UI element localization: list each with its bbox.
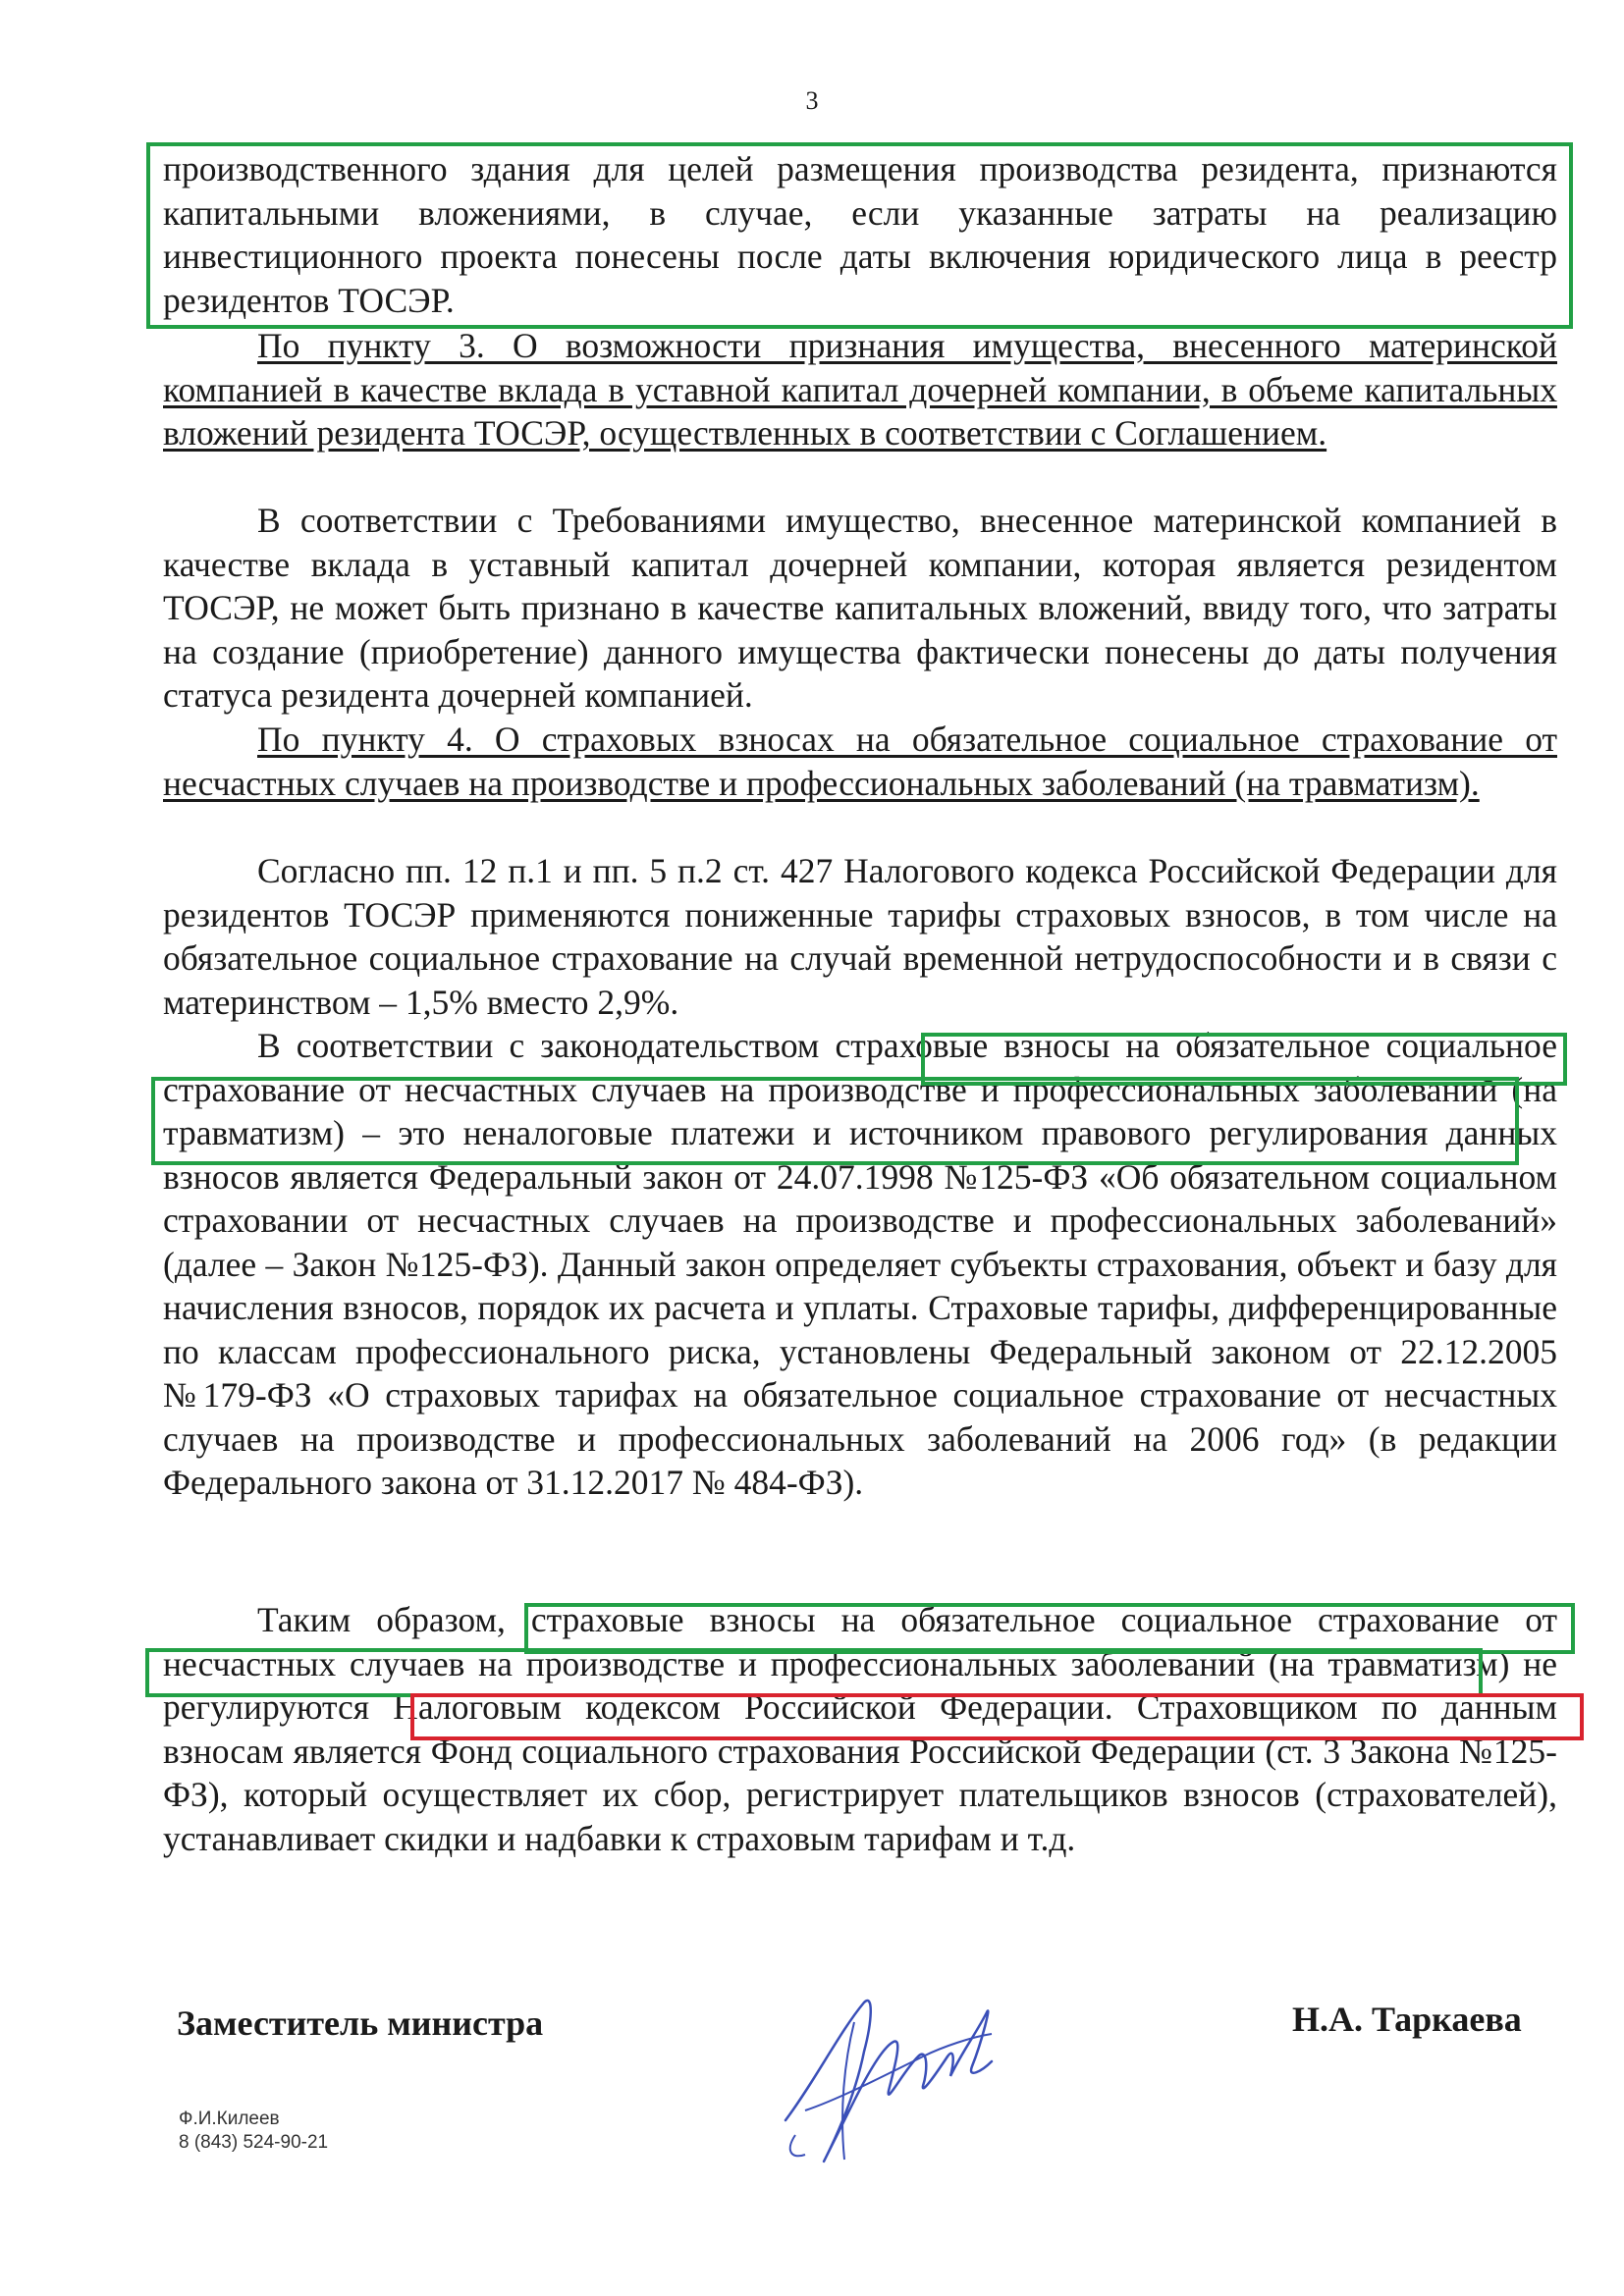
paragraph-6: В соответствии с законодательством страховые взносы на обязательное социальное страхование от несчастных случаев на производстве и профессиональных заболеваний (на травматизм) – это неналоговые платежи и источником правового регулирования данных взносов является Федеральный закон от 24.07.1998 №125-ФЗ «Об обязательном социальном страховании от несчастных случаев на производстве и профессиональных заболеваний» (далее – Закон №125-ФЗ). Данный закон определяет субъекты страхования, объект и базу для начисления взносов, порядок их расчета и уплаты. Страховые тарифы, дифференцированные по классам профессионального риска, установлены Федеральный законом от 22.12.2005 №179-ФЗ «О страховых тарифах на обязательное социальное страхование от несчастных случаев на производстве и профессиональных заболеваний на 2006 год» (в редакции Федерального закона от 31.12.2017 № 484-ФЗ). — [163, 1026, 1557, 1502]
paragraph-5: Согласно пп. 12 п.1 и пп. 5 п.2 ст. 427 Налогового кодекса Российской Федерации для резидентов ТОСЭР применяются пониженные тарифы страховых взносов, в том числе на обязательное социальное страхование на случай временной нетрудоспособности и в связи с материнством – 1,5% вместо 2,9%. — [163, 851, 1557, 1022]
paragraph-2-heading-item-3: По пункту 3. О возможности признания имущества, внесенного материнской компанией в качестве вклада в уставной капитал дочерней компании, в объеме капитальных вложений резидента ТОСЭР, осуществленных в соответствии с Соглашением. — [163, 326, 1557, 453]
paragraph-1: производственного здания для целей размещения производства резидента, признаются капитальными вложениями, в случае, если указанные затраты на реализацию инвестиционного проекта понесены после даты включения юридического лица в реестр резидентов ТОСЭР. — [163, 149, 1557, 320]
paragraph-3: В соответствии с Требованиями имущество, внесенное материнской компанией в качестве вклада в уставный капитал дочерней компании, которая является резидентом ТОСЭР, не может быть признано в качестве капитальных вложений, ввиду того, что затраты на создание (приобретение) данного имущества фактически понесены до даты получения статуса резидента дочерней компанией. — [163, 501, 1557, 715]
signer-name: Н.А. Таркаева — [1292, 2000, 1522, 2039]
paragraph-4-heading-item-4: По пункту 4. О страховых взносах на обязательное социальное страхование от несчастных случаев на производстве и профессиональных заболеваний (на травматизм). — [163, 720, 1557, 803]
handwritten-signature-icon — [746, 1963, 1001, 2189]
executor-name: Ф.И.Килеев — [179, 2109, 280, 2129]
paragraph-7: Таким образом, страховые взносы на обязательное социальное страхование от несчастных случаев на производстве и профессиональных заболеваний (на травматизм) не регулируются Налоговым кодексом Российской Федерации. Страховщиком по данным взносам является Фонд социального страхования Российской Федерации (ст. 3 Закона №125-ФЗ), который осуществляет их сбор, регистрирует плательщиков взносов (страхователей), устанавливает скидки и надбавки к страховым тарифам и т.д. — [163, 1600, 1557, 1858]
page-number: 3 — [805, 86, 819, 115]
position-title: Заместитель министра — [177, 2003, 544, 2043]
executor-phone: 8 (843) 524-90-21 — [179, 2132, 329, 2153]
